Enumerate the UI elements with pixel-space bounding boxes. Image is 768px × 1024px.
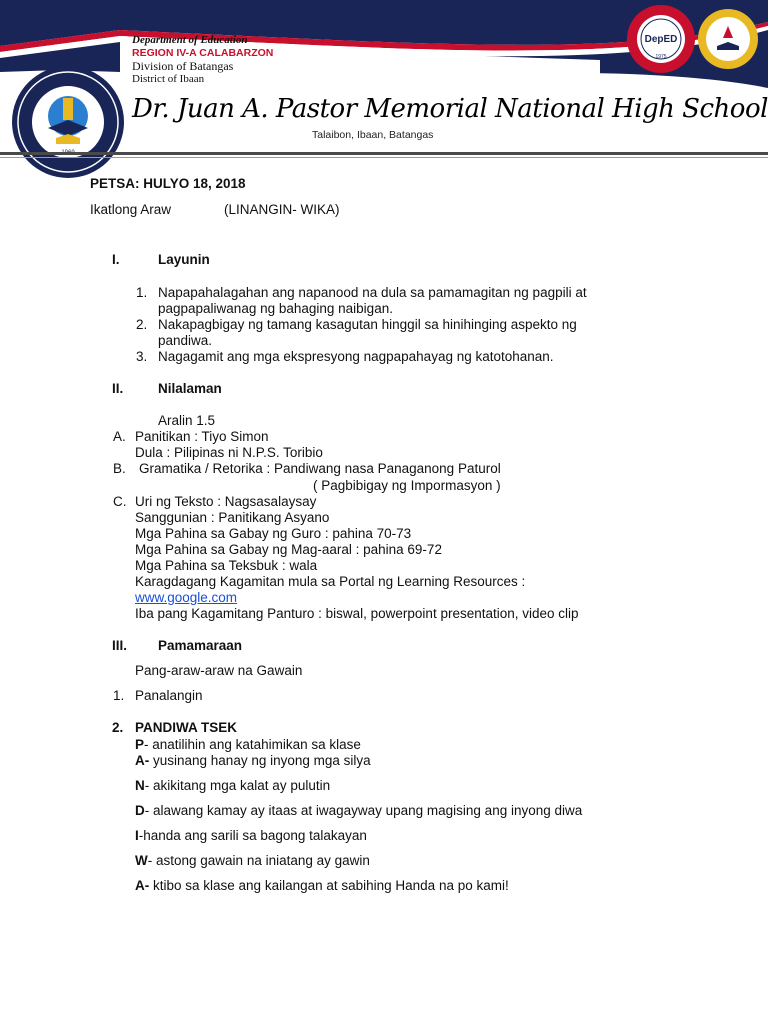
school-name: Dr. Juan A. Pastor Memorial National High School bbox=[132, 94, 768, 124]
acrostic-line bbox=[135, 853, 370, 869]
acrostic-text: akikitang mga kalat ay pulutin bbox=[149, 778, 331, 793]
objective-text-cont: pagpapaliwanag ng bahaging naibigan. bbox=[158, 301, 393, 316]
acrostic-text: astong gawain na iniatang ay gawin bbox=[152, 853, 370, 868]
list-letter: B. bbox=[113, 461, 126, 476]
acrostic-line bbox=[135, 753, 371, 769]
list-letter: A. bbox=[113, 429, 126, 444]
section-title-pamamaraan: Pamamaraan bbox=[158, 638, 243, 653]
content-line: Uri ng Teksto : Nagsasalaysay bbox=[135, 494, 317, 509]
acrostic-separator: - bbox=[144, 753, 153, 768]
list-number: 2. bbox=[136, 317, 148, 332]
list-letter: C. bbox=[113, 494, 127, 509]
objective-text: Nagagamit ang mga ekspresyong nagpapahayag ng katotohanan. bbox=[158, 349, 554, 364]
content-line: Mga Pahina sa Gabay ng Guro : pahina 70-73 bbox=[135, 526, 412, 541]
section-title-layunin: Layunin bbox=[158, 252, 210, 267]
acrostic-letter: W bbox=[135, 853, 148, 868]
acrostic-separator: - bbox=[138, 828, 144, 843]
objective-text-cont: pandiwa. bbox=[158, 333, 213, 348]
acrostic-separator: - bbox=[144, 803, 150, 818]
aralin-label: Aralin 1.5 bbox=[158, 413, 216, 428]
acrostic-text: alawang kamay ay itaas at iwagayway upang magising ang inyong diwa bbox=[149, 803, 583, 818]
content-line: ( Pagbibigay ng Impormasyon ) bbox=[313, 478, 501, 493]
step-text: Panalangin bbox=[135, 688, 203, 703]
division-name: Division of Batangas bbox=[132, 59, 234, 73]
department-name: Department of Education bbox=[132, 34, 248, 46]
list-number: 1. bbox=[113, 688, 125, 703]
acrostic-line bbox=[135, 803, 582, 819]
acrostic-letter: I bbox=[135, 828, 139, 843]
deped-seal-logo bbox=[626, 4, 696, 74]
acrostic-line bbox=[135, 828, 367, 844]
section-number: II. bbox=[112, 381, 124, 396]
acrostic-separator: - bbox=[144, 737, 149, 752]
deped-label: DepED bbox=[644, 34, 678, 45]
acrostic-separator: - bbox=[147, 853, 153, 868]
acrostic-letter: D bbox=[135, 803, 145, 818]
resource-link[interactable]: www.google.com bbox=[135, 590, 238, 605]
routine-label: Pang-araw-araw na Gawain bbox=[135, 663, 303, 678]
acrostic-line bbox=[135, 737, 361, 753]
acrostic-text: yusinang hanay ng inyong mga silya bbox=[153, 753, 371, 768]
acrostic-text: ktibo sa klase ang kailangan at sabihing Handa na po kami! bbox=[153, 878, 509, 893]
content-line: Gramatika / Retorika : Pandiwang nasa Panaganong Paturol bbox=[139, 461, 501, 476]
step-title: PANDIWA TSEK bbox=[135, 720, 238, 735]
content-line: Panitikan : Tiyo Simon bbox=[135, 429, 269, 444]
date-line: PETSA: HULYO 18, 2018 bbox=[90, 176, 246, 191]
region-name: REGION IV-A CALABARZON bbox=[132, 47, 274, 59]
list-number: 1. bbox=[136, 285, 148, 300]
acrostic-letter: A bbox=[135, 753, 145, 768]
acrostic-text: handa ang sarili sa bagong talakayan bbox=[143, 828, 367, 843]
acrostic-text: anatilihin ang katahimikan sa klase bbox=[148, 737, 361, 752]
content-line: Sanggunian : Panitikang Asyano bbox=[135, 510, 330, 525]
header-divider-thin bbox=[0, 157, 768, 158]
objective-text: Nakapagbigay ng tamang kasagutan hinggil sa hinihinging aspekto ng bbox=[158, 317, 577, 332]
acrostic-letter: P bbox=[135, 737, 145, 752]
section-number: III. bbox=[112, 638, 128, 653]
section-number: I. bbox=[112, 252, 120, 267]
day-label: Ikatlong Araw bbox=[90, 202, 172, 217]
school-seal-logo bbox=[10, 64, 126, 180]
district-name: District of Ibaan bbox=[132, 73, 205, 85]
topic-label: (LINANGIN- WIKA) bbox=[224, 202, 340, 217]
acrostic-line bbox=[135, 778, 330, 794]
department-block bbox=[132, 34, 273, 86]
acrostic-separator: - bbox=[144, 778, 150, 793]
acrostic-letter: N bbox=[135, 778, 145, 793]
content-line: Mga Pahina sa Gabay ng Mag-aaral : pahina 69-72 bbox=[135, 542, 442, 557]
header-divider bbox=[0, 152, 768, 155]
letterhead bbox=[0, 0, 768, 160]
list-number: 2. bbox=[112, 720, 124, 735]
school-address: Talaibon, Ibaan, Batangas bbox=[312, 129, 434, 141]
acrostic-letter: A bbox=[135, 878, 145, 893]
section-title-nilalaman: Nilalaman bbox=[158, 381, 222, 396]
deped-year: 1975 bbox=[655, 54, 667, 60]
objective-text: Napapahalagahan ang napanood na dula sa pamamagitan ng pagpili at bbox=[158, 285, 587, 300]
content-line: Karagdagang Kagamitan mula sa Portal ng Learning Resources : bbox=[135, 574, 526, 589]
content-line: Iba pang Kagamitang Panturo : biswal, powerpoint presentation, video clip bbox=[135, 606, 579, 621]
content-line: Mga Pahina sa Teksbuk : wala bbox=[135, 558, 318, 573]
content-line: Dula : Pilipinas ni N.P.S. Toribio bbox=[135, 445, 323, 460]
list-number: 3. bbox=[136, 349, 148, 364]
division-seal-logo bbox=[697, 8, 759, 70]
acrostic-separator: - bbox=[144, 878, 153, 893]
acrostic-line bbox=[135, 878, 509, 894]
